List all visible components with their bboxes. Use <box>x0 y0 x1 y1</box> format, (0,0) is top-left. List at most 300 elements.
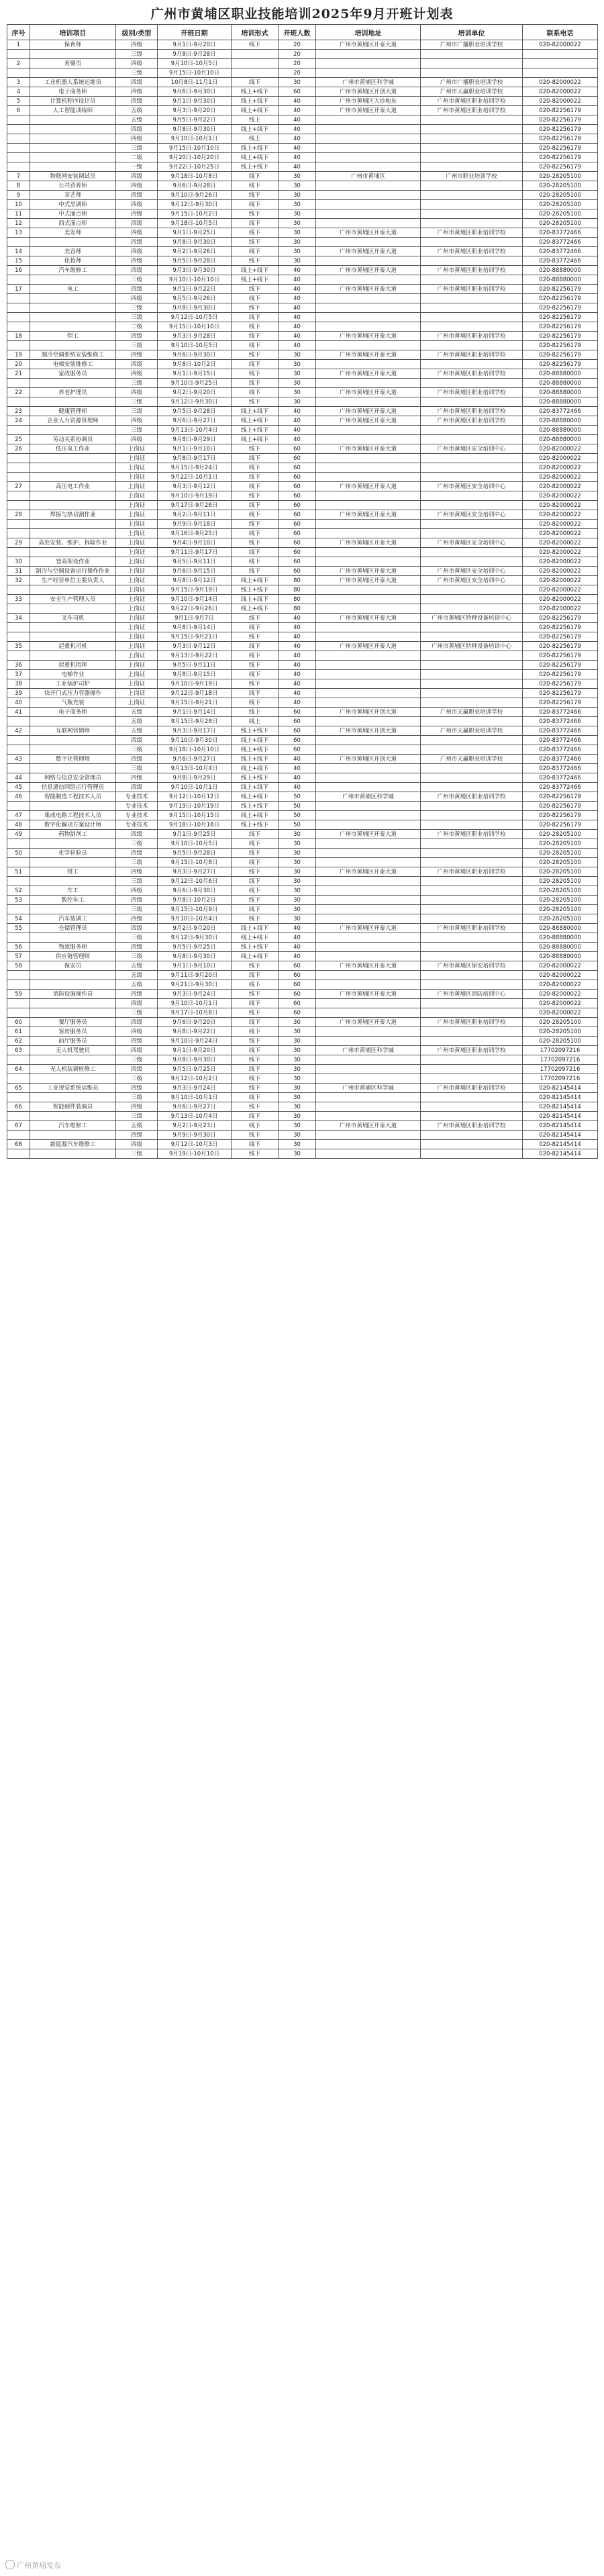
table-row <box>7 679 598 689</box>
cell-project: 数字化解决方案设计师 <box>30 820 116 830</box>
cell-count: 30 <box>279 219 316 228</box>
cell-count: 60 <box>279 87 316 97</box>
cell-phone: 020-82256179 <box>523 614 598 623</box>
cell-format: 线下 <box>232 830 279 839</box>
cell-phone <box>523 68 598 78</box>
cell-format: 线上+线下 <box>232 764 279 773</box>
cell-institution: 广州市黄埔区职业培训学校 <box>421 416 523 426</box>
cell-date: 9月15日-10月9日 <box>158 905 232 914</box>
cell-date: 9月10日-9月24日 <box>158 1037 232 1046</box>
cell-format: 线下 <box>232 971 279 980</box>
cell-date: 9月10日-10月1日 <box>158 999 232 1008</box>
cell-level: 四级 <box>116 755 158 764</box>
cell-institution <box>421 1074 523 1084</box>
cell-level: 五级 <box>116 726 158 736</box>
cell-address <box>316 360 421 369</box>
cell-format: 线上+线下 <box>232 125 279 134</box>
cell-count: 60 <box>279 548 316 557</box>
cell-institution <box>421 651 523 661</box>
cell-project <box>30 144 116 153</box>
cell-format: 线下 <box>232 858 279 867</box>
cell-date: 9月8日-9月12日 <box>158 576 232 585</box>
cell-phone: 17702097216 <box>523 1065 598 1074</box>
cell-format: 线下 <box>232 849 279 858</box>
table-row <box>7 454 598 463</box>
cell-phone: 020-82145414 <box>523 1112 598 1121</box>
cell-level: 四级 <box>116 896 158 905</box>
cell-index: 60 <box>7 1018 30 1027</box>
weibo-icon <box>5 2560 15 2569</box>
cell-institution: 广州市黄埔区职业培训学校 <box>421 1046 523 1055</box>
cell-phone: 020-28205100 <box>523 858 598 867</box>
cell-address <box>316 736 421 745</box>
cell-date: 9月1日-9月25日 <box>158 228 232 238</box>
cell-phone: 020-82256179 <box>523 303 598 313</box>
cell-institution <box>421 491 523 501</box>
cell-address <box>316 68 421 78</box>
cell-format: 线下 <box>232 1074 279 1084</box>
cell-project: 电工 <box>30 285 116 294</box>
cell-phone: 020-88880000 <box>523 435 598 444</box>
cell-level: 三级 <box>116 313 158 322</box>
cell-institution: 广州市黄埔区职业培训学校 <box>421 266 523 275</box>
cell-address <box>316 529 421 538</box>
cell-format: 线下 <box>232 1055 279 1065</box>
cell-institution <box>421 886 523 896</box>
cell-phone: 020-82000022 <box>523 454 598 463</box>
cell-count: 60 <box>279 999 316 1008</box>
cell-count: 30 <box>279 1149 316 1159</box>
cell-institution <box>421 896 523 905</box>
cell-address <box>316 557 421 567</box>
cell-count: 60 <box>279 557 316 567</box>
cell-date: 9月3日-9月17日 <box>158 726 232 736</box>
cell-format: 线下 <box>232 200 279 209</box>
cell-institution <box>421 839 523 849</box>
cell-level: 上岗证 <box>116 567 158 576</box>
cell-format: 线上+线下 <box>232 87 279 97</box>
cell-index: 58 <box>7 961 30 971</box>
cell-institution <box>421 520 523 529</box>
cell-count: 40 <box>279 632 316 642</box>
cell-index: 1 <box>7 40 30 50</box>
cell-institution <box>421 820 523 830</box>
cell-date: 9月6日-9月20日 <box>158 1018 232 1027</box>
cell-level: 四级 <box>116 181 158 191</box>
cell-format: 线下 <box>232 463 279 473</box>
cell-date: 9月8日-10月2日 <box>158 360 232 369</box>
cell-date: 9月5日-9月11日 <box>158 557 232 567</box>
cell-address <box>316 886 421 896</box>
cell-count: 60 <box>279 491 316 501</box>
table-row <box>7 839 598 849</box>
cell-institution <box>421 115 523 125</box>
cell-institution <box>421 849 523 858</box>
cell-phone: 020-83772466 <box>523 228 598 238</box>
cell-address: 广州市黄埔区开泰大道 <box>316 1121 421 1131</box>
cell-address <box>316 670 421 679</box>
cell-format: 线上+线下 <box>232 736 279 745</box>
cell-count: 30 <box>279 78 316 87</box>
cell-index: 5 <box>7 97 30 106</box>
cell-count: 60 <box>279 501 316 510</box>
cell-institution: 广州市黄埔区职业培训学校 <box>421 285 523 294</box>
cell-level: 三级 <box>116 858 158 867</box>
cell-date: 9月3日-9月24日 <box>158 1084 232 1093</box>
cell-phone: 020-82256179 <box>523 661 598 670</box>
cell-date: 9月10日-10月10日 <box>158 275 232 285</box>
cell-address: 广州市黄埔区科学城 <box>316 792 421 802</box>
cell-project: 美容师 <box>30 247 116 256</box>
cell-format: 线上+线下 <box>232 933 279 943</box>
cell-count: 40 <box>279 106 316 115</box>
table-row <box>7 1102 598 1112</box>
cell-level: 四级 <box>116 256 158 266</box>
table-row <box>7 228 598 238</box>
cell-project <box>30 745 116 755</box>
cell-format: 线下 <box>232 397 279 407</box>
cell-count: 30 <box>279 1140 316 1149</box>
cell-date: 9月17日-9月26日 <box>158 501 232 510</box>
cell-phone: 020-82256179 <box>523 698 598 708</box>
table-row <box>7 1046 598 1055</box>
cell-date: 9月6日-9月27日 <box>158 1102 232 1112</box>
cell-institution <box>421 1102 523 1112</box>
cell-project: 育婴员 <box>30 59 116 68</box>
cell-count: 20 <box>279 59 316 68</box>
cell-project <box>30 341 116 350</box>
table-row <box>7 303 598 313</box>
cell-date: 9月17日-10月8日 <box>158 1008 232 1018</box>
cell-format: 线下 <box>232 303 279 313</box>
cell-institution <box>421 548 523 557</box>
table-row <box>7 1149 598 1159</box>
cell-address <box>316 501 421 510</box>
cell-level: 四级 <box>116 238 158 247</box>
cell-count: 40 <box>279 266 316 275</box>
cell-format: 线下 <box>232 990 279 999</box>
cell-level: 四级 <box>116 294 158 303</box>
cell-address <box>316 153 421 162</box>
cell-format: 线上+线下 <box>232 426 279 435</box>
cell-count: 40 <box>279 332 316 341</box>
table-row <box>7 407 598 416</box>
cell-phone: 020-28205100 <box>523 191 598 200</box>
cell-address <box>316 980 421 990</box>
cell-project: 电子商务师 <box>30 87 116 97</box>
cell-address <box>316 181 421 191</box>
cell-level: 四级 <box>116 416 158 426</box>
cell-date: 9月8日-9月30日 <box>158 125 232 134</box>
cell-institution <box>421 764 523 773</box>
cell-phone: 020-82000022 <box>523 510 598 520</box>
cell-project: 数控车工 <box>30 896 116 905</box>
cell-institution <box>421 604 523 614</box>
cell-index <box>7 858 30 867</box>
table-row <box>7 783 598 792</box>
cell-phone: 020-28205100 <box>523 830 598 839</box>
cell-institution <box>421 1055 523 1065</box>
cell-format: 线上+线下 <box>232 97 279 106</box>
cell-date: 9月15日-10月10日 <box>158 322 232 332</box>
cell-level: 四级 <box>116 1102 158 1112</box>
cell-level: 四级 <box>116 350 158 360</box>
cell-count: 30 <box>279 238 316 247</box>
table-row <box>7 285 598 294</box>
cell-institution: 广州市黄埔区职业培训学校 <box>421 388 523 397</box>
cell-project <box>30 454 116 463</box>
cell-institution <box>421 670 523 679</box>
cell-index <box>7 1055 30 1065</box>
cell-format: 线下 <box>232 247 279 256</box>
cell-project <box>30 1008 116 1018</box>
cell-date: 9月5日-9月28日 <box>158 407 232 416</box>
cell-format: 线上+线下 <box>232 275 279 285</box>
cell-institution <box>421 943 523 952</box>
cell-index <box>7 50 30 59</box>
cell-phone: 020-83772466 <box>523 708 598 717</box>
cell-project: 公共营养师 <box>30 181 116 191</box>
cell-format: 线下 <box>232 332 279 341</box>
cell-index <box>7 802 30 811</box>
cell-project: 中式烹调师 <box>30 200 116 209</box>
cell-index <box>7 125 30 134</box>
cell-address: 广州市黄埔区开泰大道 <box>316 567 421 576</box>
cell-phone: 020-82145414 <box>523 1102 598 1112</box>
cell-format: 线下 <box>232 191 279 200</box>
cell-date: 9月18日-10月10日 <box>158 745 232 755</box>
cell-level: 四级 <box>116 1065 158 1074</box>
cell-format: 线下 <box>232 886 279 896</box>
cell-phone: 020-82145414 <box>523 1084 598 1093</box>
cell-count: 30 <box>279 256 316 266</box>
table-row <box>7 999 598 1008</box>
table-row <box>7 952 598 961</box>
table-row <box>7 867 598 877</box>
cell-phone: 020-28205100 <box>523 1037 598 1046</box>
cell-format: 线下 <box>232 1037 279 1046</box>
cell-phone: 020-82256179 <box>523 360 598 369</box>
cell-phone: 020-82000022 <box>523 585 598 595</box>
cell-count: 20 <box>279 50 316 59</box>
cell-index <box>7 1149 30 1159</box>
cell-date: 9月22日-9月26日 <box>158 604 232 614</box>
cell-phone: 020-82256179 <box>523 689 598 698</box>
cell-level: 三级 <box>116 275 158 285</box>
cell-format: 线下 <box>232 651 279 661</box>
cell-institution <box>421 501 523 510</box>
cell-address <box>316 764 421 773</box>
table-row <box>7 990 598 999</box>
cell-institution <box>421 623 523 632</box>
table-row <box>7 40 598 50</box>
cell-level: 上岗证 <box>116 698 158 708</box>
cell-phone: 020-82000022 <box>523 990 598 999</box>
cell-date: 9月1日-9月15日 <box>158 369 232 379</box>
cell-index: 22 <box>7 388 30 397</box>
cell-phone: 020-82256179 <box>523 651 598 661</box>
cell-date: 9月6日-9月30日 <box>158 350 232 360</box>
cell-level: 三级 <box>116 50 158 59</box>
cell-address <box>316 1037 421 1046</box>
cell-project <box>30 858 116 867</box>
cell-date: 9月12日-9月30日 <box>158 933 232 943</box>
cell-level: 四级 <box>116 247 158 256</box>
table-row <box>7 473 598 482</box>
table-row <box>7 726 598 736</box>
cell-project <box>30 50 116 59</box>
cell-institution <box>421 717 523 726</box>
cell-count: 40 <box>279 294 316 303</box>
cell-level: 三级 <box>116 1112 158 1121</box>
table-row <box>7 350 598 360</box>
cell-address <box>316 397 421 407</box>
cell-level: 四级 <box>116 1018 158 1027</box>
cell-format: 线下 <box>232 661 279 670</box>
cell-level: 上岗证 <box>116 651 158 661</box>
cell-phone: 020-82256179 <box>523 642 598 651</box>
cell-date: 9月12日-9月30日 <box>158 397 232 407</box>
cell-project: 叉车司机 <box>30 614 116 623</box>
cell-institution <box>421 745 523 755</box>
cell-format: 线下 <box>232 510 279 520</box>
cell-date: 9月10日-9月19日 <box>158 491 232 501</box>
cell-index <box>7 604 30 614</box>
cell-address <box>316 1055 421 1065</box>
cell-phone: 020-88880000 <box>523 369 598 379</box>
cell-address <box>316 849 421 858</box>
cell-date: 9月5日-9月11日 <box>158 661 232 670</box>
cell-institution <box>421 905 523 914</box>
cell-level: 四级 <box>116 773 158 783</box>
cell-index <box>7 473 30 482</box>
cell-format: 线下 <box>232 294 279 303</box>
cell-index <box>7 68 30 78</box>
cell-project: 计算机程序设计员 <box>30 97 116 106</box>
cell-count: 30 <box>279 1131 316 1140</box>
cell-phone: 020-28205100 <box>523 219 598 228</box>
table-row <box>7 961 598 971</box>
cell-format: 线上+线下 <box>232 783 279 792</box>
cell-count: 40 <box>279 670 316 679</box>
cell-institution <box>421 360 523 369</box>
cell-address <box>316 689 421 698</box>
cell-phone: 020-28205100 <box>523 200 598 209</box>
cell-format: 线上+线下 <box>232 745 279 755</box>
cell-count: 30 <box>279 1112 316 1121</box>
cell-institution <box>421 313 523 322</box>
cell-format: 线下 <box>232 1008 279 1018</box>
cell-index <box>7 585 30 595</box>
table-row <box>7 820 598 830</box>
cell-index <box>7 736 30 745</box>
cell-phone: 020-88880000 <box>523 416 598 426</box>
cell-date: 9月10日-9月30日 <box>158 736 232 745</box>
cell-count: 50 <box>279 820 316 830</box>
cell-address <box>316 256 421 266</box>
cell-index <box>7 134 30 144</box>
cell-format: 线上+线下 <box>232 266 279 275</box>
cell-count: 30 <box>279 360 316 369</box>
cell-format: 线上+线下 <box>232 604 279 614</box>
cell-phone: 020-82000022 <box>523 961 598 971</box>
cell-level: 上岗证 <box>116 501 158 510</box>
cell-format: 线下 <box>232 285 279 294</box>
cell-level: 四级 <box>116 285 158 294</box>
table-row <box>7 275 598 285</box>
cell-date: 9月8日-9月29日 <box>158 773 232 783</box>
cell-level: 专业技术 <box>116 792 158 802</box>
table-row <box>7 877 598 886</box>
cell-institution: 广州市黄埔区职业培训学校 <box>421 792 523 802</box>
cell-address <box>316 839 421 849</box>
cell-format: 线下 <box>232 914 279 924</box>
cell-level: 上岗证 <box>116 473 158 482</box>
table-row <box>7 162 598 172</box>
cell-index: 56 <box>7 943 30 952</box>
cell-project <box>30 764 116 773</box>
cell-index: 52 <box>7 886 30 896</box>
cell-index: 20 <box>7 360 30 369</box>
cell-index: 48 <box>7 820 30 830</box>
cell-address <box>316 585 421 595</box>
cell-project: 高处安装、维护、拆除作业 <box>30 538 116 548</box>
cell-phone: 020-82145414 <box>523 1149 598 1159</box>
cell-phone: 020-82145414 <box>523 1093 598 1102</box>
cell-date: 9月15日-10月10日 <box>158 144 232 153</box>
cell-level: 五级 <box>116 980 158 990</box>
cell-address <box>316 783 421 792</box>
cell-phone: 020-82256179 <box>523 144 598 153</box>
cell-date: 9月12日-10月3日 <box>158 1140 232 1149</box>
cell-phone: 020-82000022 <box>523 482 598 491</box>
cell-index <box>7 905 30 914</box>
table-row <box>7 426 598 435</box>
cell-count: 40 <box>279 303 316 313</box>
cell-format: 线下 <box>232 1102 279 1112</box>
cell-index: 67 <box>7 1121 30 1131</box>
cell-address <box>316 604 421 614</box>
cell-project: 低压电工作业 <box>30 444 116 454</box>
cell-level: 上岗证 <box>116 595 158 604</box>
cell-address: 广州市黄埔区开泰大道 <box>316 642 421 651</box>
cell-phone: 020-82256179 <box>523 820 598 830</box>
cell-phone: 020-82256179 <box>523 632 598 642</box>
cell-level: 上岗证 <box>116 454 158 463</box>
table-row <box>7 510 598 520</box>
cell-index <box>7 322 30 332</box>
cell-address: 广州市黄埔区开泰大道 <box>316 576 421 585</box>
cell-project: 车工 <box>30 886 116 896</box>
cell-institution <box>421 980 523 990</box>
cell-date: 9月2日-9月11日 <box>158 510 232 520</box>
cell-date: 9月1日-9月20日 <box>158 40 232 50</box>
table-row <box>7 651 598 661</box>
cell-date: 9月18日-10月18日 <box>158 820 232 830</box>
cell-index <box>7 529 30 538</box>
cell-index: 46 <box>7 792 30 802</box>
cell-count: 30 <box>279 905 316 914</box>
cell-index <box>7 144 30 153</box>
cell-count: 60 <box>279 463 316 473</box>
table-row <box>7 642 598 651</box>
table-row <box>7 943 598 952</box>
header-institution: 培训单位 <box>421 25 523 40</box>
cell-index: 17 <box>7 285 30 294</box>
cell-date: 9月2日-9月20日 <box>158 388 232 397</box>
table-row <box>7 379 598 388</box>
cell-index <box>7 162 30 172</box>
